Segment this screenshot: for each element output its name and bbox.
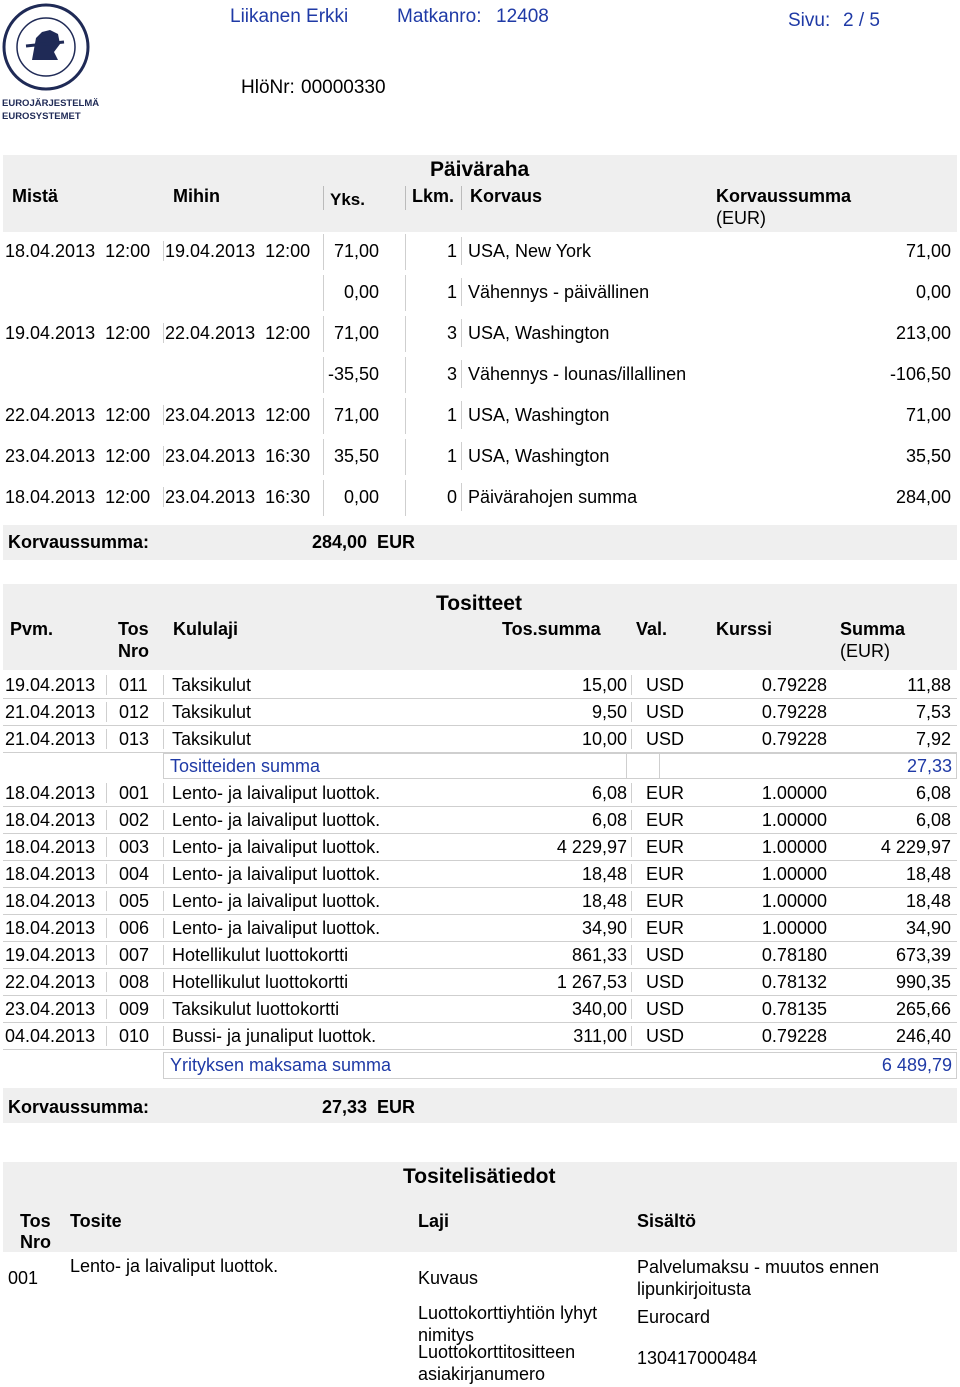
r-rate: 0.79228: [761, 729, 827, 749]
receipt-row: [3, 1023, 957, 1050]
per-diem-title: Päiväraha: [430, 158, 530, 181]
divider: [461, 186, 462, 210]
r-sum: 6,08: [915, 810, 951, 830]
per-diem-total-label: Korvaussumma:: [8, 532, 150, 552]
per-diem-row: [3, 404, 957, 434]
r-amount: 18,48: [581, 891, 627, 911]
r-cur: EUR: [631, 864, 684, 884]
row-sum: 35,50: [905, 446, 951, 466]
r-type: Taksikulut luottokortti: [163, 999, 339, 1019]
rcol-no2: Nro: [118, 641, 149, 661]
receipts-total: 27,33 EUR: [322, 1097, 416, 1117]
r-sum: 11,88: [907, 675, 951, 695]
col-sum: Korvaussumma: [716, 186, 852, 206]
rcol-amount: Tos.summa: [502, 619, 601, 639]
person-no: 00000330: [301, 77, 386, 98]
divider: [405, 234, 406, 270]
xcol-no2: Nro: [20, 1232, 51, 1252]
r-date: 18.04.2013: [5, 918, 96, 938]
r-no: 002: [106, 810, 149, 830]
bank-seal-icon: [2, 2, 90, 92]
extra-content-3: 130417000484: [637, 1348, 758, 1368]
r-amount: 6,08: [591, 810, 627, 830]
row-to: 19.04.2013 12:00: [165, 241, 311, 261]
row-sum: 71,00: [905, 241, 951, 261]
per-diem-total: 284,00 EUR: [312, 532, 416, 552]
person-no-label: HlöNr:: [241, 77, 295, 98]
divider: [405, 275, 406, 311]
per-diem-row: [3, 445, 957, 475]
divider: [405, 398, 406, 434]
extra-kind-1: Kuvaus: [418, 1268, 479, 1288]
r-cur: USD: [631, 999, 684, 1019]
row-unit: 0,00: [343, 487, 379, 507]
divider: [405, 186, 406, 210]
row-to: 22.04.2013 12:00: [165, 323, 311, 343]
extra-kind-2: Luottokorttiyhtiön lyhyt nimitys: [418, 1303, 598, 1345]
row-qty: 1: [446, 446, 457, 466]
r-date: 19.04.2013: [5, 675, 96, 695]
extra-kind-3: Luottokorttitositteen asiakirjanumero: [418, 1342, 576, 1384]
r-amount: 861,33: [571, 945, 627, 965]
divider: [405, 357, 406, 393]
r-no: 013: [106, 729, 149, 749]
r-date: 19.04.2013: [5, 945, 96, 965]
divider: [659, 754, 660, 778]
divider: [323, 234, 324, 270]
r-no: 011: [106, 675, 148, 695]
r-no: 012: [106, 702, 149, 722]
r-amount: 4 229,97: [556, 837, 627, 857]
divider: [323, 439, 324, 475]
page-label: Sivu:: [788, 10, 831, 31]
r-rate: 0.78135: [761, 999, 827, 1019]
r-date: 18.04.2013: [5, 810, 96, 830]
r-type: Lento- ja laivaliput luottok.: [163, 891, 380, 911]
r-sum: 246,40: [895, 1026, 951, 1046]
r-cur: USD: [631, 1026, 684, 1046]
row-qty: 1: [446, 282, 457, 302]
r-amount: 311,00: [573, 1026, 627, 1046]
row-unit: 0,00: [343, 282, 379, 302]
r-sum: 990,35: [895, 972, 951, 992]
company-total-value: 6 489,79: [881, 1055, 952, 1075]
receipt-row: [3, 861, 957, 888]
receipt-row: [3, 996, 957, 1023]
divider: [323, 398, 324, 434]
receipt-row: [3, 969, 957, 996]
company-total-row: [163, 1052, 957, 1079]
receipts-total-label: Korvaussumma:: [8, 1097, 150, 1117]
r-no: 006: [106, 918, 149, 938]
row-desc: Päivärahojen summa: [461, 483, 637, 511]
subtotal-label: Tositteiden summa: [170, 756, 321, 776]
row-desc: Vähennys - lounas/illallinen: [461, 360, 686, 388]
logo-line2: EUROSYSTEMET: [2, 111, 81, 122]
receipt-row: [3, 672, 957, 699]
receipt-row: [3, 915, 957, 942]
extra-content-2: Eurocard: [637, 1307, 711, 1327]
r-cur: USD: [631, 945, 684, 965]
receipts-title: Tositteet: [436, 592, 522, 615]
r-cur: USD: [631, 702, 684, 722]
row-from: 19.04.2013 12:00: [5, 323, 151, 343]
row-desc: USA, Washington: [461, 401, 609, 429]
receipts-subtotal-row: [163, 753, 957, 779]
r-sum: 6,08: [915, 783, 951, 803]
r-amount: 34,90: [581, 918, 627, 938]
row-qty: 3: [446, 323, 457, 343]
row-from: 22.04.2013 12:00: [5, 405, 151, 425]
r-no: 007: [106, 945, 149, 965]
r-cur: USD: [631, 675, 684, 695]
divider: [626, 754, 627, 778]
r-no: 009: [106, 999, 149, 1019]
r-rate: 0.79228: [761, 675, 827, 695]
r-cur: EUR: [631, 891, 684, 911]
r-amount: 15,00: [581, 675, 627, 695]
divider: [405, 439, 406, 475]
col-comp: Korvaus: [470, 186, 543, 206]
r-sum: 18,48: [905, 891, 951, 911]
row-desc: USA, Washington: [461, 319, 609, 347]
r-sum: 7,92: [915, 729, 951, 749]
r-cur: EUR: [631, 918, 684, 938]
travel-no: 12408: [496, 6, 549, 27]
r-rate: 0.79228: [761, 702, 827, 722]
bank-logo: [2, 2, 100, 122]
r-type: Taksikulut: [163, 702, 251, 722]
extra-no: 001: [8, 1268, 39, 1288]
r-date: 18.04.2013: [5, 783, 96, 803]
receipt-row: [3, 699, 957, 726]
row-qty: 1: [446, 241, 457, 261]
r-amount: 6,08: [591, 783, 627, 803]
page-number: 2 / 5: [843, 10, 880, 31]
rcol-rate: Kurssi: [716, 619, 773, 639]
r-rate: 0.79228: [761, 1026, 827, 1046]
divider: [323, 316, 324, 352]
receipt-row: [3, 807, 957, 834]
rcol-sum2: (EUR): [840, 641, 890, 661]
r-sum: 4 229,97: [880, 837, 951, 857]
row-qty: 0: [446, 487, 457, 507]
r-type: Lento- ja laivaliput luottok.: [163, 837, 380, 857]
per-diem-row: [3, 363, 957, 393]
r-cur: EUR: [631, 810, 684, 830]
rcol-cur: Val.: [636, 619, 668, 639]
row-sum: -106,50: [889, 364, 951, 384]
r-rate: 1.00000: [761, 891, 827, 911]
r-no: 010: [106, 1026, 149, 1046]
r-type: Hotellikulut luottokortti: [163, 945, 348, 965]
row-sum: 284,00: [895, 487, 951, 507]
per-diem-row: [3, 486, 957, 516]
row-desc: Vähennys - päivällinen: [461, 278, 649, 306]
row-to: 23.04.2013 16:30: [165, 487, 311, 507]
r-rate: 1.00000: [761, 864, 827, 884]
r-date: 22.04.2013: [5, 972, 96, 992]
r-rate: 0.78180: [761, 945, 827, 965]
xcol-kind: Laji: [418, 1211, 450, 1231]
r-date: 23.04.2013: [5, 999, 96, 1019]
per-diem-row: [3, 281, 957, 311]
subtotal-value: 27,33: [906, 756, 952, 776]
r-amount: 9,50: [591, 702, 627, 722]
row-unit: 71,00: [333, 405, 379, 425]
row-unit: 71,00: [333, 241, 379, 261]
r-date: 04.04.2013: [5, 1026, 96, 1046]
r-sum: 34,90: [905, 918, 951, 938]
receipt-row: [3, 888, 957, 915]
divider: [405, 480, 406, 516]
r-sum: 265,66: [895, 999, 951, 1019]
col-to: Mihin: [173, 186, 220, 206]
r-type: Bussi- ja junaliput luottok.: [163, 1026, 376, 1046]
r-no: 001: [106, 783, 149, 803]
receipt-row: [3, 726, 957, 753]
r-rate: 1.00000: [761, 810, 827, 830]
row-qty: 1: [446, 405, 457, 425]
col-from: Mistä: [12, 186, 59, 206]
divider: [323, 275, 324, 311]
r-rate: 1.00000: [761, 837, 827, 857]
row-to: 23.04.2013 16:30: [165, 446, 311, 466]
divider: [323, 186, 324, 210]
r-rate: 0.78132: [761, 972, 827, 992]
row-sum: 213,00: [895, 323, 951, 343]
r-amount: 1 267,53: [556, 972, 627, 992]
extra-content-1: Palvelumaksu - muutos ennen lipunkirjoitusta: [637, 1257, 880, 1299]
logo-line1: EUROJÄRJESTELMÄ: [2, 98, 100, 109]
col-sum-unit: (EUR): [716, 208, 766, 228]
r-no: 005: [106, 891, 149, 911]
row-sum: 0,00: [915, 282, 951, 302]
travel-no-label: Matkanro:: [397, 6, 482, 27]
r-rate: 1.00000: [761, 918, 827, 938]
r-date: 18.04.2013: [5, 891, 96, 911]
r-type: Lento- ja laivaliput luottok.: [163, 918, 380, 938]
extra-title: Tositelisätiedot: [403, 1165, 556, 1188]
r-cur: EUR: [631, 783, 684, 803]
receipt-row: [3, 834, 957, 861]
xcol-content: Sisältö: [637, 1211, 697, 1231]
r-date: 18.04.2013: [5, 837, 96, 857]
row-from: 18.04.2013 12:00: [5, 241, 151, 261]
row-unit: 71,00: [333, 323, 379, 343]
r-no: 008: [106, 972, 149, 992]
xcol-no: Tos: [20, 1211, 51, 1231]
row-to: 23.04.2013 12:00: [165, 405, 311, 425]
r-type: Taksikulut: [163, 729, 251, 749]
r-no: 003: [106, 837, 149, 857]
r-type: Lento- ja laivaliput luottok.: [163, 783, 380, 803]
row-desc: USA, Washington: [461, 442, 609, 470]
row-sum: 71,00: [905, 405, 951, 425]
receipt-row: [3, 780, 957, 807]
company-total-label: Yrityksen maksama summa: [170, 1055, 392, 1075]
per-diem-row: [3, 240, 957, 270]
xcol-receipt: Tosite: [70, 1211, 122, 1231]
rcol-sum: Summa: [840, 619, 906, 639]
r-rate: 1.00000: [761, 783, 827, 803]
employee-name: Liikanen Erkki: [230, 6, 349, 27]
row-unit: 35,50: [333, 446, 379, 466]
r-cur: USD: [631, 729, 684, 749]
receipt-row: [3, 942, 957, 969]
row-qty: 3: [446, 364, 457, 384]
r-type: Lento- ja laivaliput luottok.: [163, 810, 380, 830]
r-sum: 18,48: [905, 864, 951, 884]
r-type: Hotellikulut luottokortti: [163, 972, 348, 992]
r-date: 18.04.2013: [5, 864, 96, 884]
row-from: 23.04.2013 12:00: [5, 446, 151, 466]
per-diem-row: [3, 322, 957, 352]
divider: [323, 480, 324, 516]
r-amount: 10,00: [581, 729, 627, 749]
r-amount: 18,48: [581, 864, 627, 884]
extra-receipt: Lento- ja laivaliput luottok.: [70, 1256, 279, 1276]
row-desc: USA, New York: [461, 237, 591, 265]
col-unit: Yks.: [330, 190, 365, 209]
divider: [405, 316, 406, 352]
col-qty: Lkm.: [412, 186, 455, 206]
r-date: 21.04.2013: [5, 729, 96, 749]
r-no: 004: [106, 864, 149, 884]
r-cur: EUR: [631, 837, 684, 857]
row-unit: -35,50: [327, 364, 379, 384]
r-amount: 340,00: [571, 999, 627, 1019]
r-date: 21.04.2013: [5, 702, 96, 722]
rcol-date: Pvm.: [10, 619, 54, 639]
r-type: Lento- ja laivaliput luottok.: [163, 864, 380, 884]
r-sum: 673,39: [895, 945, 951, 965]
divider: [323, 357, 324, 393]
r-type: Taksikulut: [163, 675, 251, 695]
row-from: 18.04.2013 12:00: [5, 487, 151, 507]
r-cur: USD: [631, 972, 684, 992]
r-sum: 7,53: [915, 702, 951, 722]
row-divider: [3, 1049, 957, 1050]
rcol-no: Tos: [118, 619, 149, 639]
rcol-type: Kululaji: [173, 619, 239, 639]
